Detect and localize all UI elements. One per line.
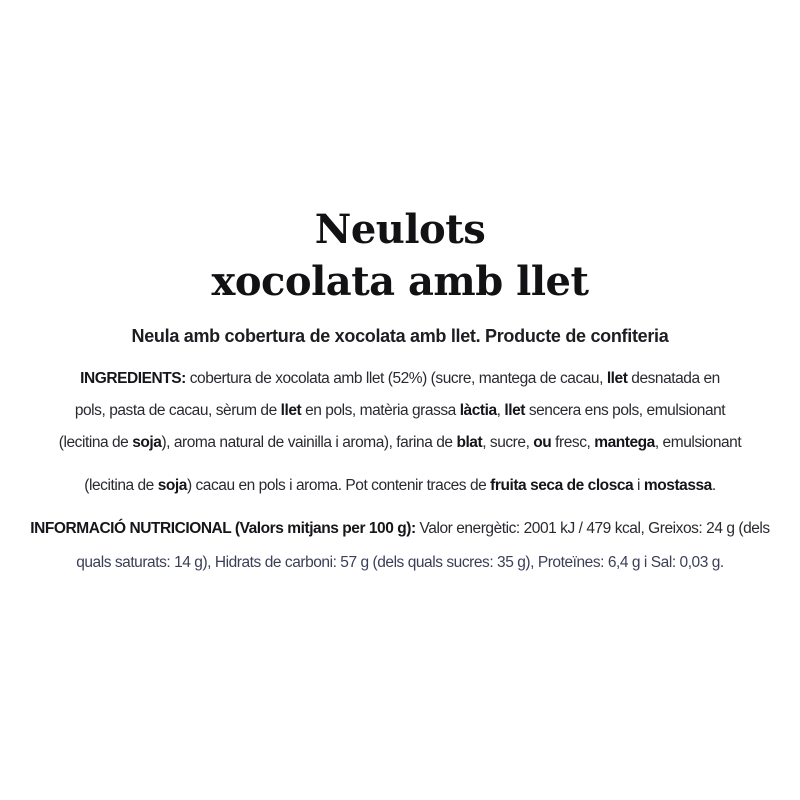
- allergen: soja: [132, 434, 162, 451]
- ingredients-text: , emulsionant: [654, 434, 742, 451]
- ingredients-heading: INGREDIENTS:: [80, 370, 186, 387]
- ingredients-text: desnatada en: [627, 370, 720, 387]
- nutrition-line-2: quals saturats: 14 g), Hidrats de carboni: 57 g (dels quals sucres: 35 g), Proteïnes: 6,4 g i Sal: 0,03 g.: [76, 554, 724, 571]
- ingredients-text: cobertura de xocolata amb llet (52%) (sucre, mantega de cacau,: [185, 370, 607, 387]
- allergen: llet: [280, 402, 302, 419]
- ingredients-text: (lecitina de: [84, 477, 158, 494]
- allergen: soja: [157, 477, 187, 494]
- ingredients-text: ) cacau en pols i aroma. Pot contenir traces de: [186, 477, 491, 494]
- allergen: llet: [606, 370, 628, 387]
- ingredients-line-2: [0, 400, 800, 422]
- ingredients-text: , sucre,: [482, 434, 534, 451]
- ingredients-text: sencera ens pols, emulsionant: [524, 402, 726, 419]
- allergen: làctia: [459, 402, 497, 419]
- product-title-line-2: xocolata amb llet: [211, 258, 589, 305]
- ingredients-text: pols, pasta de cacau, sèrum de: [74, 402, 281, 419]
- ingredients-text: ), aroma natural de vainilla i aroma), farina de: [161, 434, 457, 451]
- product-title-line-1: Neulots: [314, 206, 486, 253]
- allergen: fruita seca de closca: [490, 477, 634, 494]
- ingredients-text: .: [711, 477, 716, 494]
- ingredients-text: i: [633, 477, 644, 494]
- allergen: ou: [533, 434, 552, 451]
- ingredients-line-1: [0, 368, 800, 390]
- product-description: Neula amb cobertura de xocolata amb llet. Producte de confiteria: [131, 326, 669, 346]
- nutrition-text: Valor energètic: 2001 kJ / 479 kcal, Greixos: 24 g (dels: [415, 520, 770, 537]
- allergen: mantega: [594, 434, 655, 451]
- allergen: llet: [504, 402, 525, 419]
- nutrition-heading: INFORMACIÓ NUTRICIONAL (Valors mitjans per 100 g):: [30, 520, 416, 537]
- nutrition-line-1: [0, 518, 800, 540]
- ingredients-text: en pols, matèria grassa: [301, 402, 460, 419]
- ingredients-line-4: [0, 475, 800, 497]
- ingredients-text: ,: [496, 402, 505, 419]
- allergen: blat: [456, 434, 483, 451]
- ingredients-line-3: [0, 432, 800, 454]
- allergen: mostassa: [643, 477, 712, 494]
- ingredients-text: (lecitina de: [58, 434, 133, 451]
- ingredients-text: fresc,: [551, 434, 595, 451]
